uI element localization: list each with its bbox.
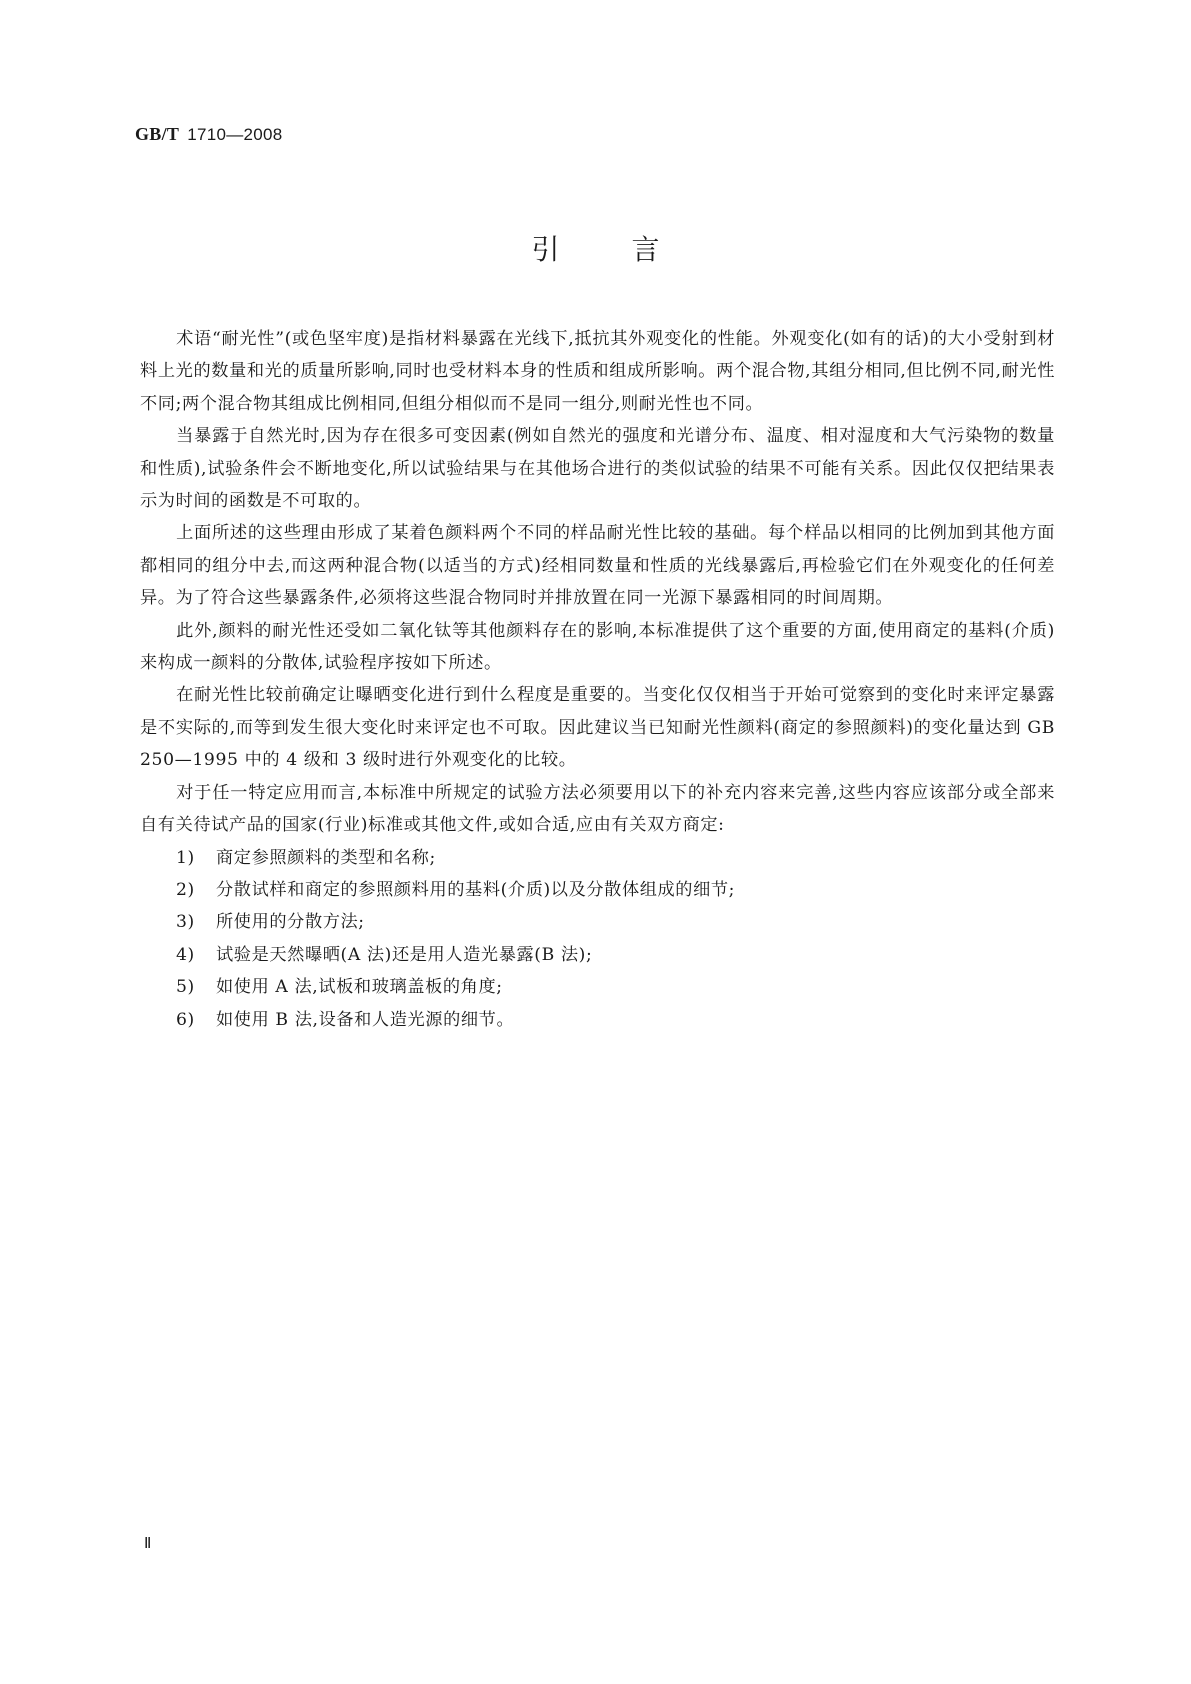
list-marker: 3) <box>176 912 195 933</box>
list-marker: 2) <box>176 879 195 900</box>
list-marker: 6) <box>176 1009 195 1030</box>
list-marker: 5) <box>176 977 195 998</box>
list-text: 商定参照颜料的类型和名称; <box>216 847 436 868</box>
title-char-2: 言 <box>631 233 660 266</box>
introduction-body <box>140 323 1055 1036</box>
list-text: 分散试样和商定的参照颜料用的基料(介质)以及分散体组成的细节; <box>216 879 736 900</box>
paragraph: 术语“耐光性”(或色坚牢度)是指材料暴露在光线下,抵抗其外观变化的性能。外观变化(如有的话)的大小受射到材料上光的数量和光的质量所影响,同时也受材料本身的性质和组成所影响。两个混合物,其组分相同,但比例不同,耐光性不同;两个混合物其组成比例相同,但组分相似而不是同一组分,则耐光性也不同。 <box>140 329 1055 414</box>
list-item <box>140 906 1055 938</box>
page-number: Ⅱ <box>144 1536 152 1552</box>
standard-prefix: GB/T <box>135 124 180 144</box>
supplementary-items-list <box>140 842 1055 1036</box>
title-char-1: 引 <box>531 233 560 266</box>
list-marker: 1) <box>176 847 195 868</box>
standard-number: 1710—2008 <box>187 125 283 144</box>
list-item <box>140 971 1055 1003</box>
paragraph: 上面所述的这些理由形成了某着色颜料两个不同的样品耐光性比较的基础。每个样品以相同的比例加到其他方面都相同的组分中去,而这两种混合物(以适当的方式)经相同数量和性质的光线暴露后,再检验它们在外观变化的任何差异。为了符合这些暴露条件,必须将这些混合物同时并排放置在同一光源下暴露相同的时间周期。 <box>140 523 1055 609</box>
standard-identifier <box>135 124 283 145</box>
paragraph: 在耐光性比较前确定让曝晒变化进行到什么程度是重要的。当变化仅仅相当于开始可觉察到的变化时来评定暴露是不实际的,而等到发生很大变化时来评定也不可取。因此建议当已知耐光性颜料(商定的参照颜料)的变化量达到 GB 250—1995 中的 4 级和 3 级时进行外观变化的比较。 <box>140 685 1055 771</box>
section-title <box>0 228 1191 268</box>
paragraph: 此外,颜料的耐光性还受如二氧化钛等其他颜料存在的影响,本标准提供了这个重要的方面,使用商定的基料(介质)来构成一颜料的分散体,试验程序按如下所述。 <box>140 620 1055 674</box>
list-text: 如使用 B 法,设备和人造光源的细节。 <box>216 1009 515 1030</box>
paragraph: 对于任一特定应用而言,本标准中所规定的试验方法必须要用以下的补充内容来完善,这些内容应该部分或全部来自有关待试产品的国家(行业)标准或其他文件,或如合适,应由有关双方商定: <box>140 782 1055 836</box>
list-item <box>140 1004 1055 1036</box>
list-text: 如使用 A 法,试板和玻璃盖板的角度; <box>216 977 503 998</box>
list-text: 所使用的分散方法; <box>216 912 365 933</box>
paragraph: 当暴露于自然光时,因为存在很多可变因素(例如自然光的强度和光谱分布、温度、相对湿度和大气污染物的数量和性质),试验条件会不断地变化,所以试验结果与在其他场合进行的类似试验的结果不可能有关系。因此仅仅把结果表示为时间的函数是不可取的。 <box>140 426 1055 512</box>
list-item <box>140 842 1055 874</box>
list-text: 试验是天然曝晒(A 法)还是用人造光暴露(B 法); <box>216 944 593 965</box>
list-marker: 4) <box>176 944 195 965</box>
list-item <box>140 939 1055 971</box>
list-item <box>140 874 1055 906</box>
